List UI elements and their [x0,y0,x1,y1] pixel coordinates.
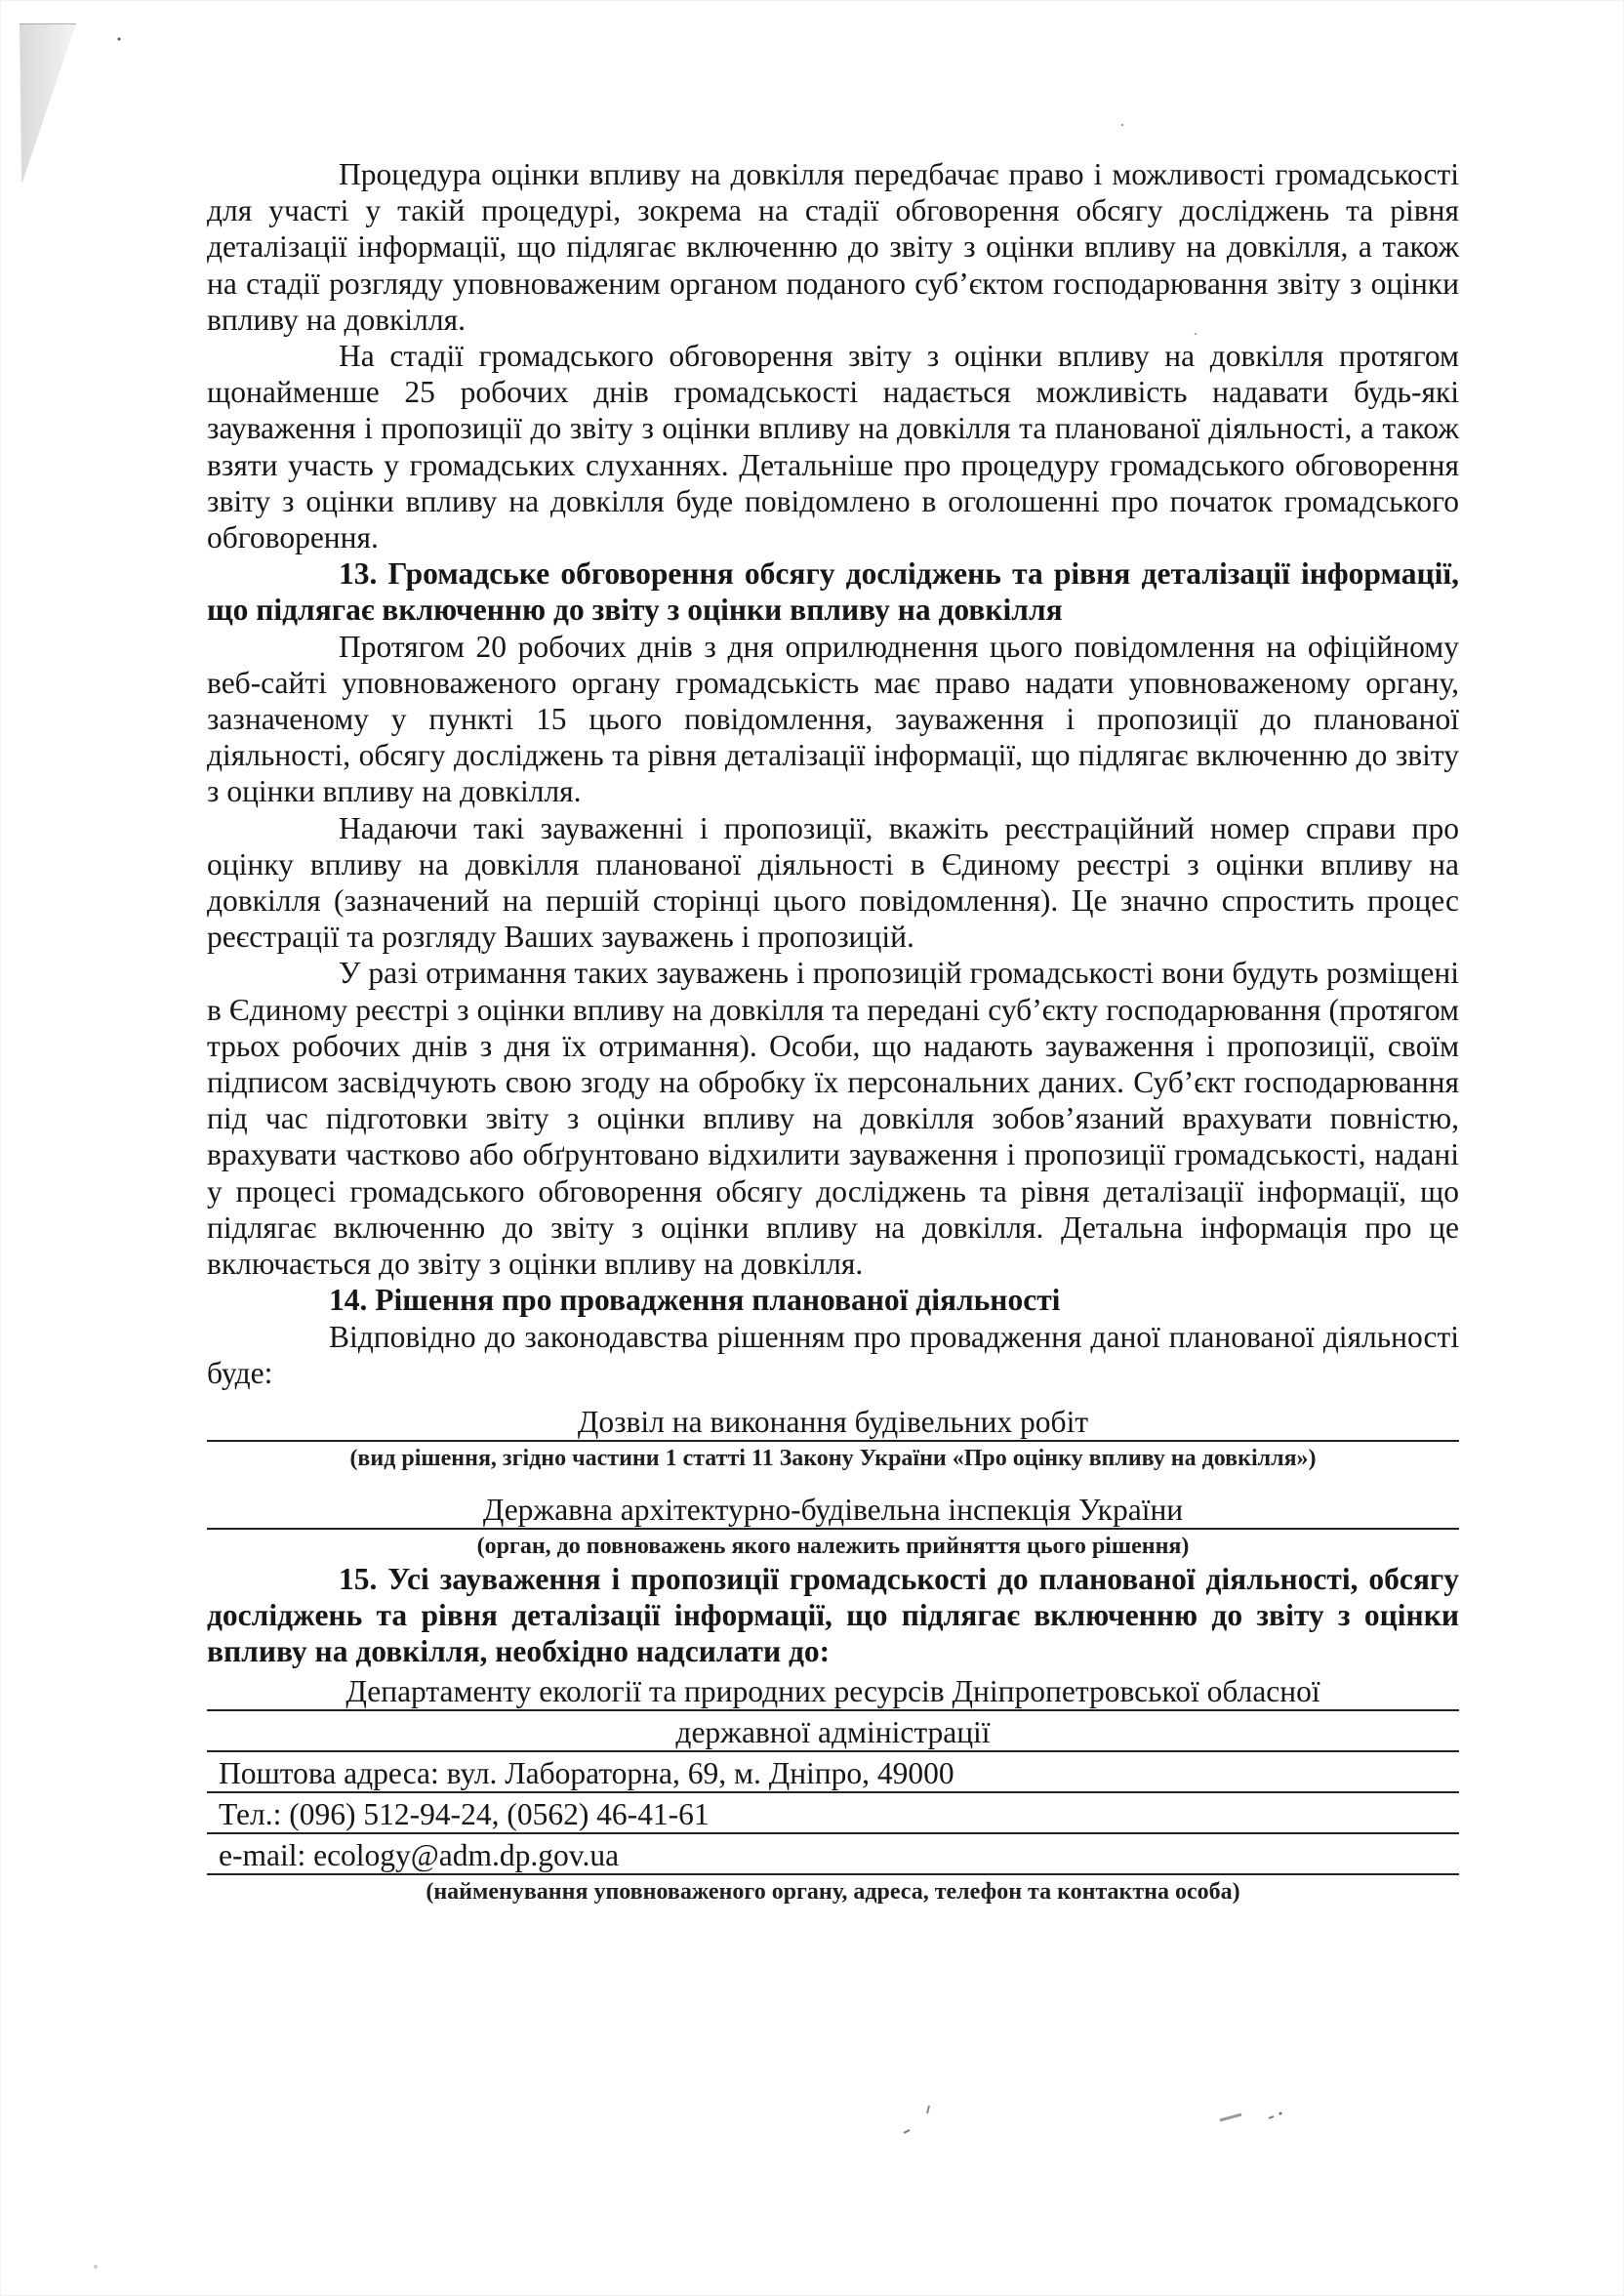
section-13-paragraph-2: Надаючи такі зауваженні і пропозиції, вкажіть реєстраційний номер справи про оцінку впливу на довкілля планованої діяльності в Єдиному реєстрі з оцінки впливу на довкілля (зазначений на першій сторінці цього повідомлення). Це значно спростить процес реєстрації та розгляду Ваших зауважень і пропозицій. [207,810,1459,955]
intro-paragraph-1: Процедура оцінки впливу на довкілля передбачає право і можливості громадськості для участі у такій процедурі, зокрема на стадії обговорення обсягу досліджень та рівня деталізації інформації, що підлягає включенню до звіту з оцінки впливу на довкілля, а також на стадії розгляду уповноваженим органом поданого суб’єктом господарювання звіту з оцінки впливу на довкілля. [207,157,1459,337]
decision-type-caption: (вид рішення, згідно частини 1 статті 11 Закону України «Про оцінку впливу на довкілля») [349,1445,1317,1471]
contact-org-line-2: державної адміністрації [207,1715,1459,1752]
decision-type-field: Дозвіл на виконання будівельних робіт [207,1405,1459,1442]
contact-org-line-1: Департаменту екології та природних ресурсів Дніпропетровської обласної [207,1674,1459,1711]
section-14-paragraph: Відповідно до законодавства рішенням про провадження даної планованої діяльності буде: [207,1319,1459,1390]
intro-paragraph-2: На стадії громадського обговорення звіту з оцінки впливу на довкілля протягом щонайменше 25 робочих днів громадськості надається можливість надавати будь-які зауваження і пропозиції до звіту з оцінки впливу на довкілля та планованої діяльності, а також взяти участь у громадських слуханнях. Детальніше про процедуру громадського обговорення звіту з оцінки впливу на довкілля буде повідомлено в оголошенні про початок громадського обговорення. [207,339,1459,555]
document-body [207,156,1459,1906]
section-13-paragraph-1: Протягом 20 робочих днів з дня оприлюднення цього повідомлення на офіційному веб-сайті уповноваженого органу громадськість має право надати уповноваженому органу, зазначеному у пункті 15 цього повідомлення, зауваження і пропозиції до планованої діяльності, обсягу досліджень та рівня деталізації інформації, що підлягає включенню до звіту з оцінки впливу на довкілля. [207,629,1459,809]
contact-email: e-mail: ecology@adm.dp.gov.ua [207,1838,1459,1875]
section-13-paragraph-3: У разі отримання таких зауважень і пропозицій громадськості вони будуть розміщені в Єдиному реєстрі з оцінки впливу на довкілля та передані суб’єкту господарювання (протягом трьох робочих днів з дня їх отримання). Особи, що надають зауваження і пропозиції, своїм підписом засвідчують свою згоду на обробку їх персональних даних. Суб’єкт господарювання під час підготовки звіту з оцінки впливу на довкілля зобов’язаний врахувати повністю, врахувати частково або обґрунтовано відхилити зауваження і пропозиції громадськості, надані у процесі громадського обговорення обсягу досліджень та рівня деталізації інформації, що підлягає включенню до звіту з оцінки впливу на довкілля. Детальна інформація про це включається до звіту з оцінки впливу на довкілля. [207,956,1459,1282]
folded-corner-mark [20,23,78,184]
section-14-heading: 14. Рішення про провадження планованої діяльності [329,1283,1061,1318]
contact-caption: (найменування уповноваженого органу, адреса, телефон та контактна особа) [426,1878,1240,1905]
section-15-heading: 15. Усі зауваження і пропозиції громадськості до планованої діяльності, обсягу досліджень та рівня деталізації інформації, що підлягає включенню до звіту з оцінки впливу на довкілля, необхідно надсилати до: [207,1561,1459,1669]
contact-address: Поштова адреса: вул. Лабораторна, 69, м. Дніпро, 49000 [207,1756,1459,1793]
authority-field: Державна архітектурно-будівельна інспекція України [207,1493,1459,1530]
contact-phone: Тел.: (096) 512-94-24, (0562) 46-41-61 [207,1797,1459,1834]
authority-caption: (орган, до повноважень якого належить прийняття цього рішення) [476,1533,1190,1559]
section-13-heading: 13. Громадське обговорення обсягу досліджень та рівня деталізації інформації, що підлягає включенню до звіту з оцінки впливу на довкілля [207,556,1459,628]
